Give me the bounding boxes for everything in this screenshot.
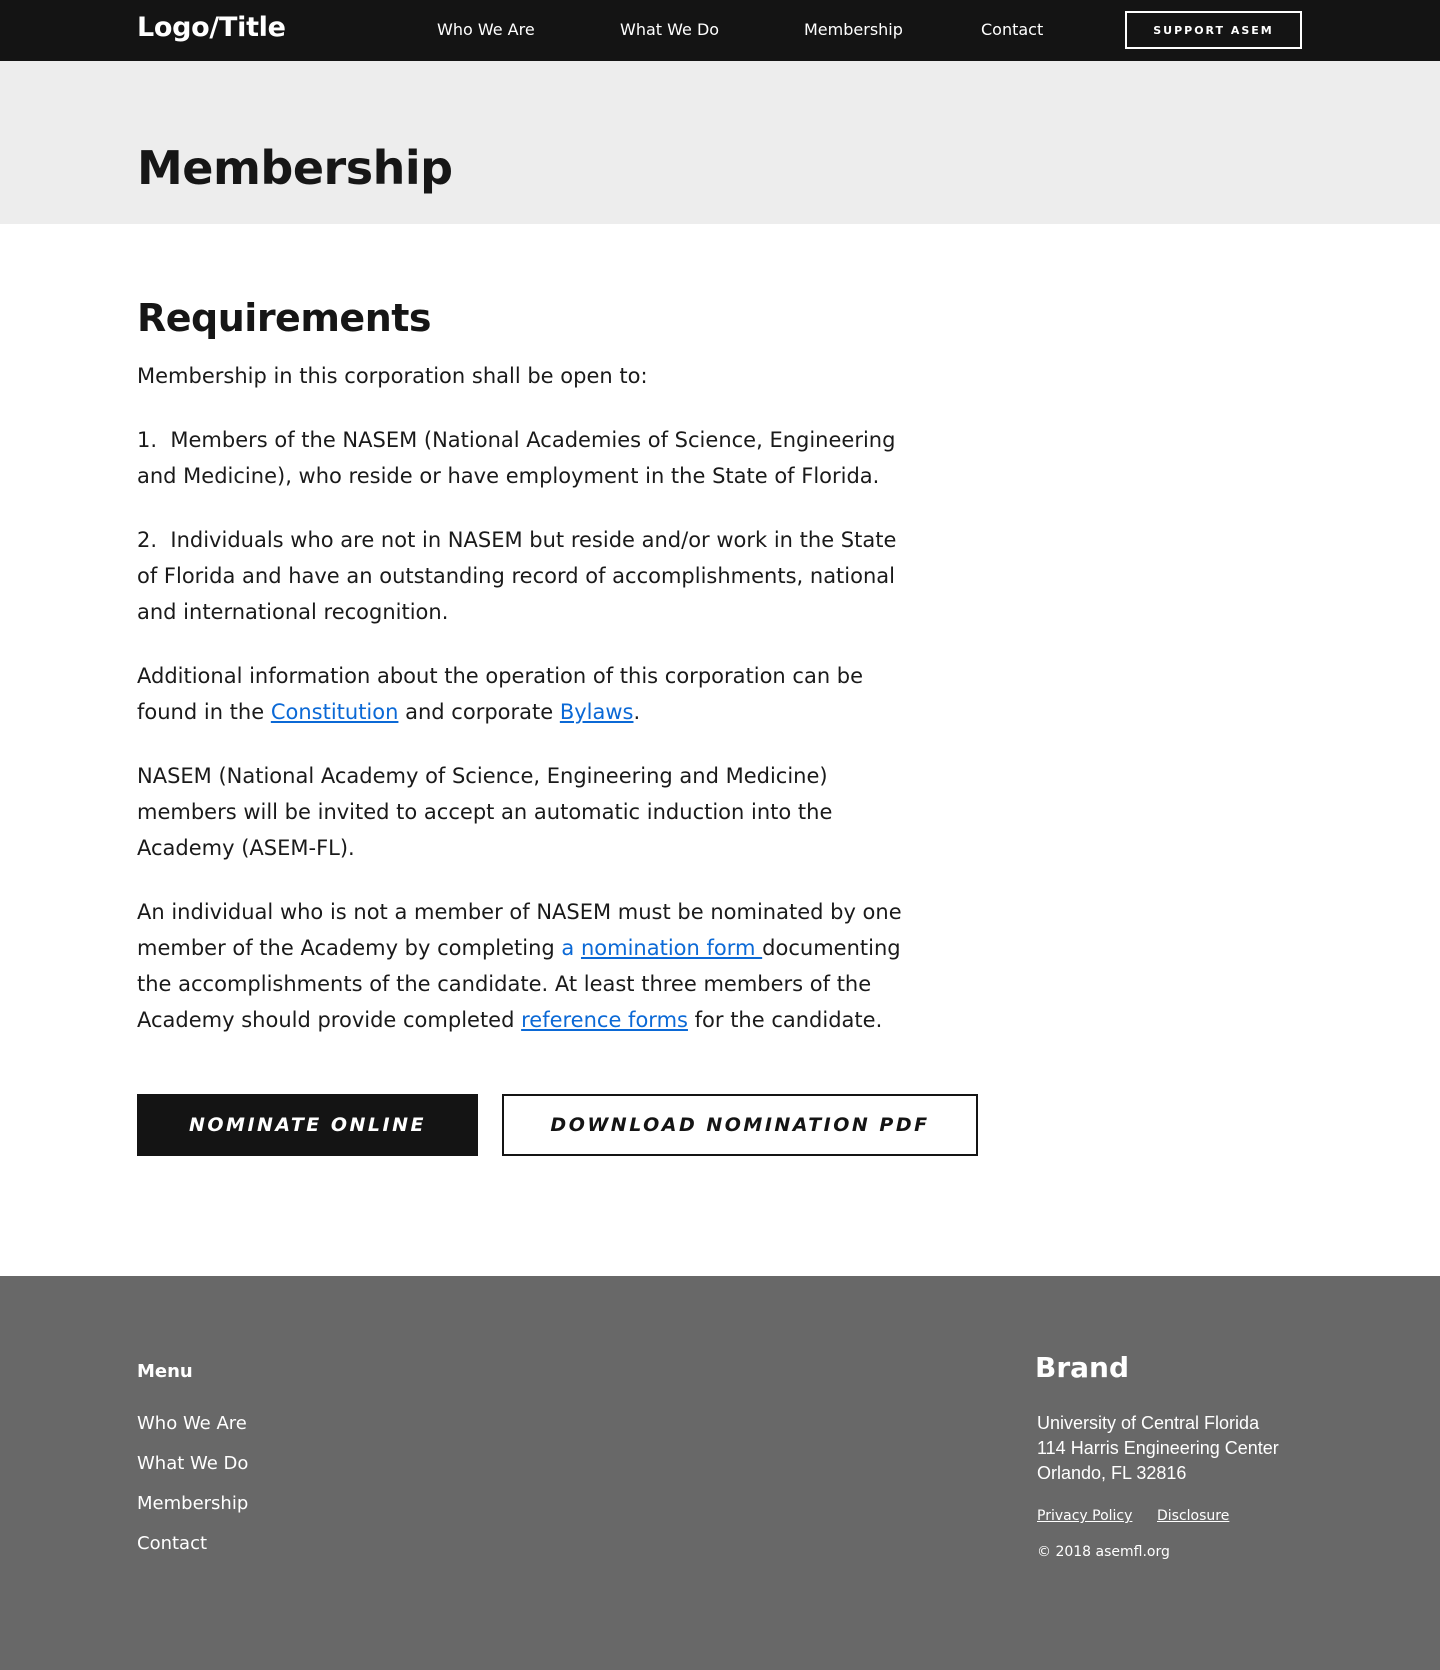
additional-text-before: Additional information about the operation of this corporation can be found in the bbox=[137, 664, 864, 724]
nasem-induction-paragraph: NASEM (National Academy of Science, Engineering and Medicine) members will be invited to accept an automatic induction into the Academy (ASEM-FL). bbox=[137, 764, 833, 860]
support-asem-button[interactable]: SUPPORT ASEM bbox=[1125, 11, 1302, 49]
constitution-link[interactable]: Constitution bbox=[270, 700, 399, 724]
footer-link-who-we-are[interactable]: Who We Are bbox=[137, 1413, 247, 1434]
footer-link-what-we-do[interactable]: What We Do bbox=[137, 1453, 249, 1474]
section-title-requirements: Requirements bbox=[137, 296, 432, 340]
address-line-1: University of Central Florida bbox=[1037, 1413, 1260, 1433]
footer-brand: Brand bbox=[1035, 1351, 1130, 1384]
nominate-online-button[interactable]: NOMINATE ONLINE bbox=[137, 1094, 478, 1156]
nomination-article: a bbox=[561, 936, 575, 960]
nomination-space bbox=[574, 936, 581, 960]
nomination-form-link[interactable]: nomination form bbox=[580, 936, 763, 960]
address-line-3: Orlando, FL 32816 bbox=[1037, 1463, 1187, 1483]
copyright-text: © 2018 asemfl.org bbox=[1037, 1544, 1170, 1560]
site-footer bbox=[0, 1276, 1440, 1670]
download-nomination-pdf-button[interactable]: DOWNLOAD NOMINATION PDF bbox=[502, 1094, 978, 1156]
bylaws-link[interactable]: Bylaws bbox=[559, 700, 634, 724]
nav-membership[interactable]: Membership bbox=[804, 20, 903, 39]
page-title: Membership bbox=[137, 141, 453, 195]
additional-text-after: . bbox=[633, 700, 641, 724]
main-content bbox=[137, 296, 917, 1038]
requirement-item-1: 1. Members of the NASEM (National Academies of Science, Engineering and Medicine), who reside or have employment in the State of Florida. bbox=[137, 428, 896, 488]
privacy-policy-link[interactable]: Privacy Policy bbox=[1037, 1508, 1133, 1524]
nomination-paragraph bbox=[137, 894, 917, 1038]
nomination-text-after: for the candidate. bbox=[687, 1008, 883, 1032]
intro-paragraph: Membership in this corporation shall be open to: bbox=[137, 364, 648, 388]
nav-what-we-do[interactable]: What We Do bbox=[620, 20, 720, 39]
top-navigation-bar bbox=[0, 0, 1440, 61]
nav-who-we-are[interactable]: Who We Are bbox=[437, 20, 535, 39]
footer-link-membership[interactable]: Membership bbox=[137, 1493, 249, 1514]
page-header-band bbox=[0, 61, 1440, 224]
nomination-text-before: An individual who is not a member of NASEM must be nominated by one member of the Academy by completing bbox=[137, 900, 902, 960]
footer-menu-heading: Menu bbox=[137, 1361, 193, 1382]
footer-link-contact[interactable]: Contact bbox=[137, 1533, 208, 1554]
disclosure-link[interactable]: Disclosure bbox=[1157, 1508, 1230, 1524]
address-line-2: 114 Harris Engineering Center bbox=[1037, 1438, 1279, 1458]
requirement-item-2: 2. Individuals who are not in NASEM but reside and/or work in the State of Florida and have an outstanding record of accomplishments, national and international recognition. bbox=[137, 528, 897, 624]
additional-info-paragraph bbox=[137, 658, 917, 730]
site-logo[interactable]: Logo/Title bbox=[137, 12, 286, 43]
additional-text-middle: and corporate bbox=[398, 700, 560, 724]
nav-contact[interactable]: Contact bbox=[981, 20, 1044, 39]
nomination-text-middle: documenting the accomplishments of the candidate. At least three members of the Academy should provide completed bbox=[137, 936, 901, 1032]
reference-forms-link[interactable]: reference forms bbox=[521, 1008, 688, 1032]
